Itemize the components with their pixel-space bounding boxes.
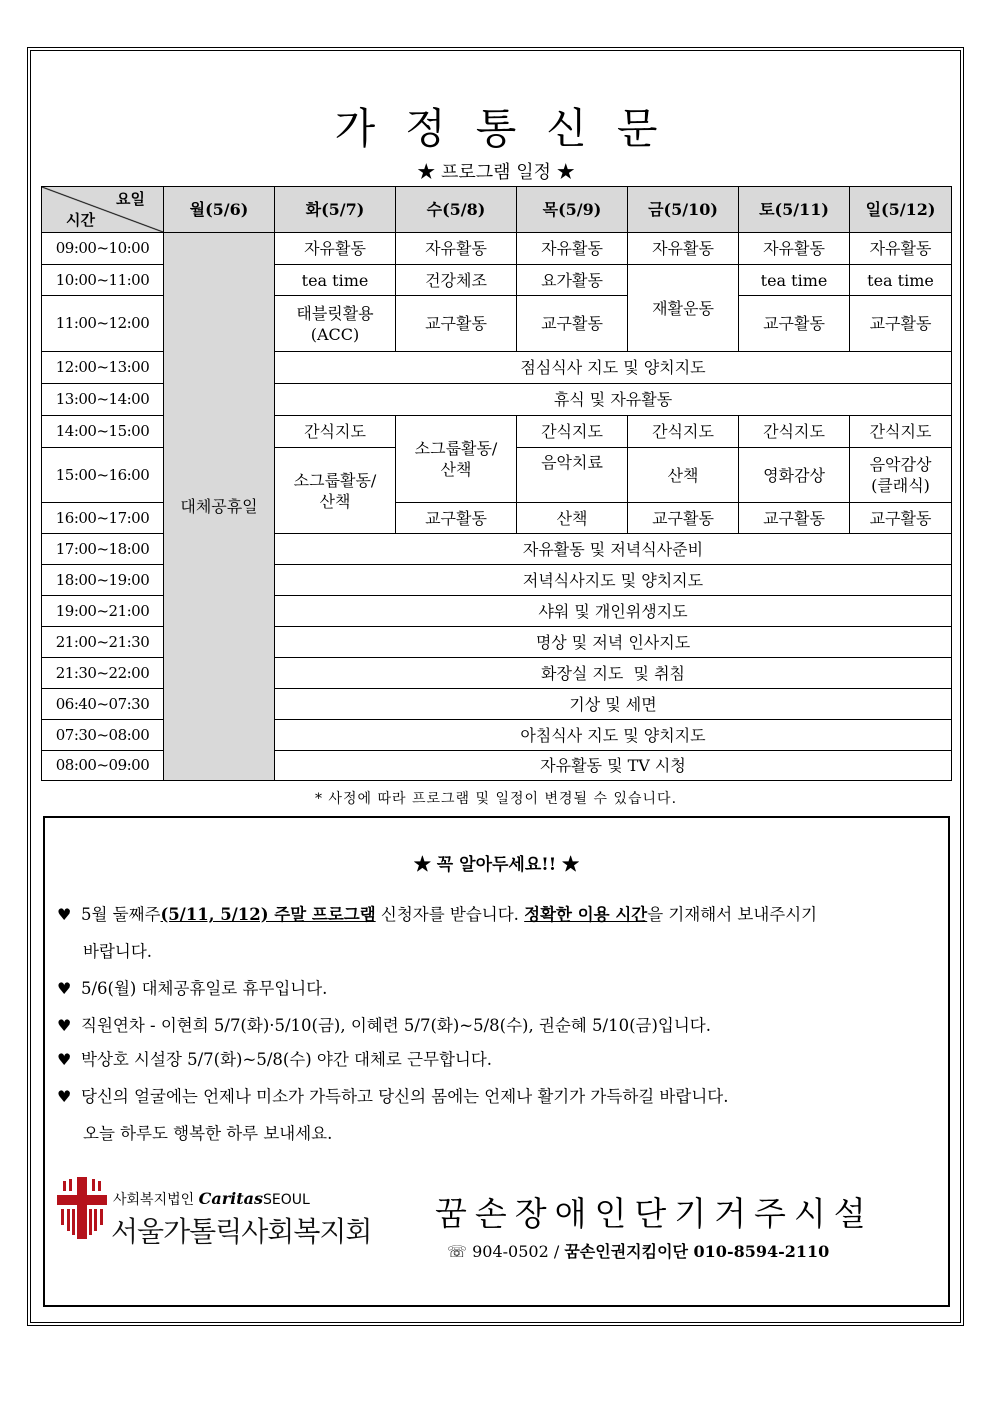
time-cell: 18:00~19:00 — [42, 565, 164, 596]
time-cell: 19:00~21:00 — [42, 596, 164, 627]
time-cell: 06:40~07:30 — [42, 689, 164, 720]
schedule-cell: 교구활동 — [739, 296, 850, 352]
schedule-cell: 기상 및 세면 — [275, 689, 952, 720]
time-cell: 21:30~22:00 — [42, 658, 164, 689]
corner-cell — [42, 187, 164, 233]
notice-item-weekend: ♥ 5월 둘째주(5/11, 5/12) 주말 프로그램 신청자를 받습니다. 정확한 이용 시간을 기재해서 보내주시기 바랍니다. — [57, 896, 927, 970]
caritas-cross-icon — [55, 1175, 109, 1241]
notice-title: ★ 꼭 알아두세요!! ★ — [413, 855, 580, 875]
corner-time-label: 시간 — [66, 211, 95, 229]
schedule-cell: 교구활동 — [396, 296, 517, 352]
header-row — [42, 187, 952, 233]
day-header-thu: 목(5/9) — [517, 187, 628, 233]
schedule-cell: 소그룹활동/ 산책 — [396, 416, 517, 503]
schedule-cell: 요가활동 — [517, 265, 628, 296]
schedule-cell: 음악치료 — [517, 448, 628, 503]
schedule-cell: 교구활동 — [850, 503, 952, 534]
logo-small-text: 사회복지법인 CaritasSEOUL — [113, 1189, 310, 1208]
heart-icon: ♥ — [57, 1050, 72, 1069]
notice-item-weekend-cont: 바랍니다. — [83, 942, 153, 961]
time-cell: 16:00~17:00 — [42, 503, 164, 534]
schedule-cell: 교구활동 — [739, 503, 850, 534]
schedule-cell: 건강체조 — [396, 265, 517, 296]
time-cell: 09:00~10:00 — [42, 233, 164, 265]
heart-icon: ♥ — [57, 1016, 72, 1035]
schedule-cell: 교구활동 — [396, 503, 517, 534]
schedule-cell: tea time — [739, 265, 850, 296]
facility-name: 꿈손장애인단기거주시설 — [435, 1194, 874, 1233]
schedule-cell: 간식지도 — [739, 416, 850, 448]
day-header-wed: 수(5/8) — [396, 187, 517, 233]
schedule-cell: 자유활동 — [396, 233, 517, 265]
logo-org-name: 서울가톨릭사회복지회 — [111, 1215, 372, 1248]
day-header-sun: 일(5/12) — [850, 187, 952, 233]
day-header-tue: 화(5/7) — [275, 187, 396, 233]
phone-number: ☏ 904-0502 / — [447, 1242, 560, 1261]
schedule-cell: 영화감상 — [739, 448, 850, 503]
time-cell: 11:00~12:00 — [42, 296, 164, 352]
time-cell: 08:00~09:00 — [42, 751, 164, 781]
holiday-cell: 대체공휴일 — [164, 233, 275, 781]
contact-info — [447, 1239, 829, 1262]
time-cell: 14:00~15:00 — [42, 416, 164, 448]
time-cell: 13:00~14:00 — [42, 384, 164, 416]
schedule-cell: 음악감상 (클래식) — [850, 448, 952, 503]
notice-item-greeting: ♥ 당신의 얼굴에는 언제나 미소가 가득하고 당신의 몸에는 언제나 활기가 가득하길 바랍니다. 오늘 하루도 행복한 하루 보내세요. — [57, 1078, 927, 1152]
schedule-cell: 간식지도 — [850, 416, 952, 448]
schedule-cell: tea time — [275, 265, 396, 296]
schedule-cell: 자유활동 — [517, 233, 628, 265]
schedule-cell: 소그룹활동/ 산책 — [275, 448, 396, 534]
team-contact: 꿈손인권지킴이단 010-8594-2110 — [564, 1242, 830, 1261]
heart-icon: ♥ — [57, 1087, 72, 1106]
schedule-cell: 자유활동 및 TV 시청 — [275, 751, 952, 781]
caritas-logo — [55, 1173, 375, 1253]
schedule-cell: 아침식사 지도 및 양치지도 — [275, 720, 952, 751]
schedule-cell: 재활운동 — [628, 265, 739, 352]
schedule-cell: 간식지도 — [628, 416, 739, 448]
heart-icon: ♥ — [57, 979, 72, 998]
notice-item-holiday: ♥ 5/6(월) 대체공휴일로 휴무입니다. — [57, 970, 927, 1007]
schedule-cell: 자유활동 — [628, 233, 739, 265]
schedule-cell: 교구활동 — [517, 296, 628, 352]
schedule-cell: 태블릿활용 (ACC) — [275, 296, 396, 352]
schedule-cell: 샤워 및 개인위생지도 — [275, 596, 952, 627]
schedule-cell: 산책 — [517, 503, 628, 534]
day-header-mon: 월(5/6) — [164, 187, 275, 233]
schedule-change-note: * 사정에 따라 프로그램 및 일정이 변경될 수 있습니다. — [314, 791, 678, 807]
heart-icon: ♥ — [57, 905, 72, 924]
notice-box — [43, 816, 950, 1307]
notice-item-director: ♥ 박상호 시설장 5/7(화)~5/8(수) 야간 대체로 근무합니다. — [57, 1041, 927, 1078]
day-header-fri: 금(5/10) — [628, 187, 739, 233]
schedule-cell: 교구활동 — [628, 503, 739, 534]
schedule-cell: 화장실 지도 및 취침 — [275, 658, 952, 689]
time-cell: 10:00~11:00 — [42, 265, 164, 296]
schedule-cell: 자유활동 및 저녁식사준비 — [275, 534, 952, 565]
schedule-cell: 휴식 및 자유활동 — [275, 384, 952, 416]
notice-item-leave: ♥ 직원연차 - 이현희 5/7(화)·5/10(금), 이혜련 5/7(화)~5/8(수), 권순혜 5/10(금)입니다. — [57, 1007, 927, 1044]
schedule-cell: 산책 — [628, 448, 739, 503]
schedule-table — [41, 186, 952, 781]
time-cell: 12:00~13:00 — [42, 352, 164, 384]
time-cell: 07:30~08:00 — [42, 720, 164, 751]
schedule-cell: 교구활동 — [850, 296, 952, 352]
schedule-cell: 점심식사 지도 및 양치지도 — [275, 352, 952, 384]
schedule-cell: 자유활동 — [739, 233, 850, 265]
schedule-cell: 자유활동 — [850, 233, 952, 265]
table-row — [42, 233, 952, 265]
time-cell: 17:00~18:00 — [42, 534, 164, 565]
page-title: 가정통신문 — [334, 104, 688, 153]
schedule-cell: 간식지도 — [275, 416, 396, 448]
schedule-cell: 자유활동 — [275, 233, 396, 265]
time-cell: 21:00~21:30 — [42, 627, 164, 658]
schedule-cell: 간식지도 — [517, 416, 628, 448]
day-header-sat: 토(5/11) — [739, 187, 850, 233]
schedule-subtitle: ★ 프로그램 일정 ★ — [417, 162, 575, 183]
time-cell: 15:00~16:00 — [42, 448, 164, 503]
schedule-cell: tea time — [850, 265, 952, 296]
corner-day-label: 요일 — [116, 190, 145, 208]
schedule-cell: 저녁식사지도 및 양치지도 — [275, 565, 952, 596]
schedule-cell: 명상 및 저녁 인사지도 — [275, 627, 952, 658]
